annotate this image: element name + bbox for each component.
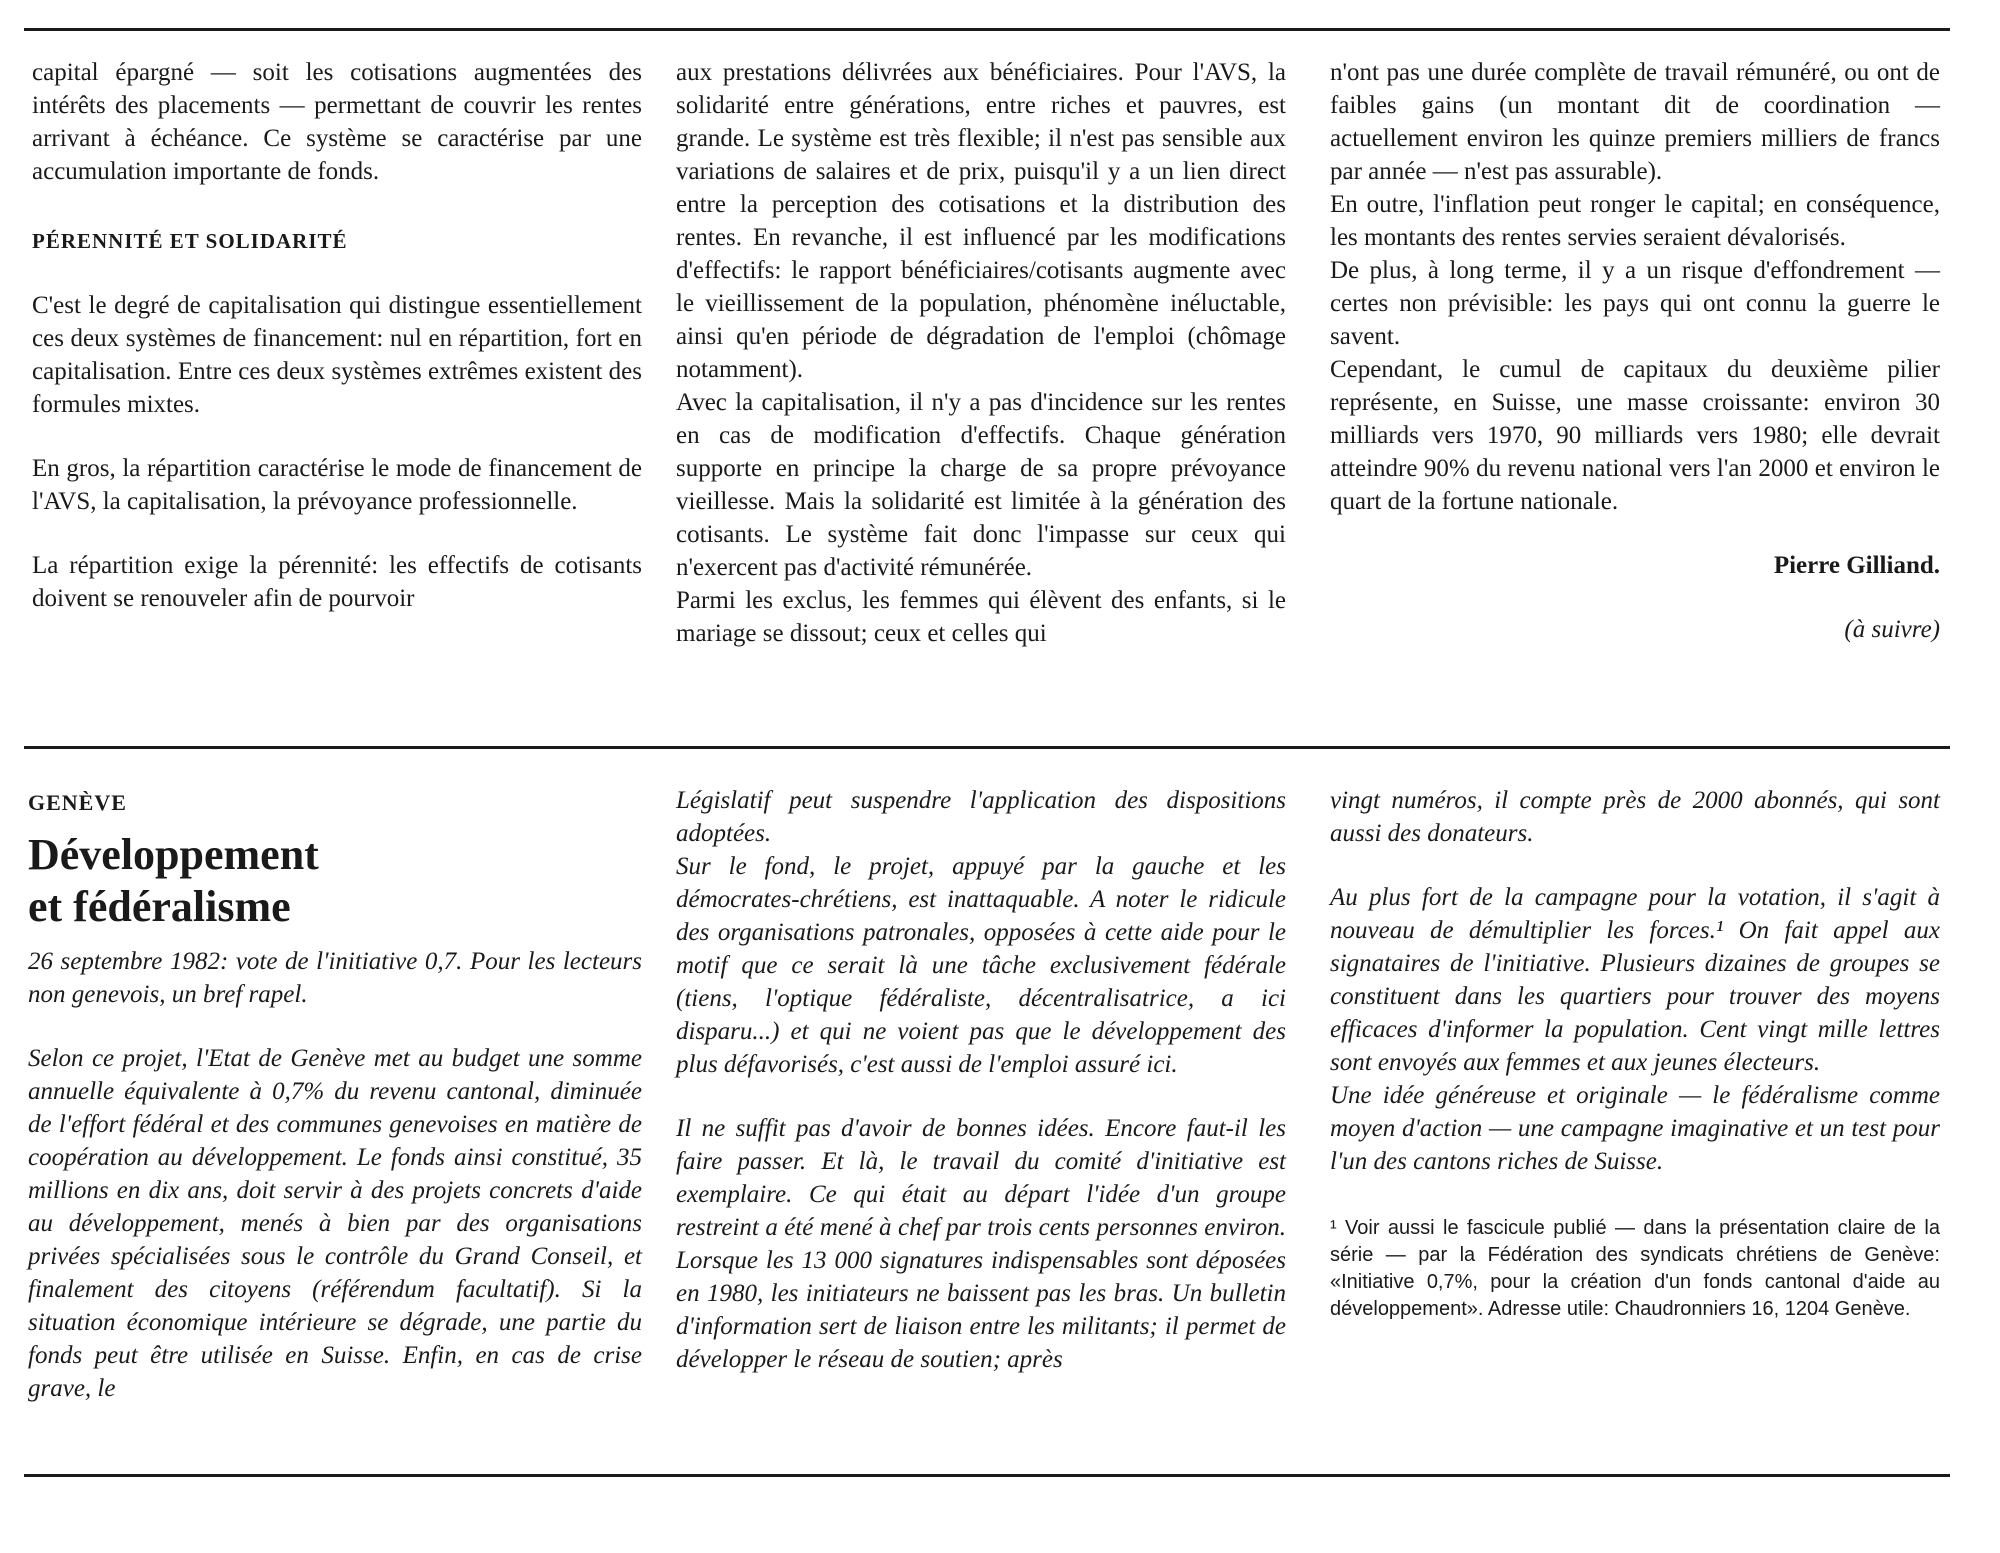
bottom-article-column-2: [676, 784, 1286, 1376]
article-kicker: GENÈVE: [28, 790, 127, 815]
paragraph: De plus, à long terme, il y a un risque d'effondrement — certes non prévisible: les pays qui ont connu la guerre le savent.: [1330, 257, 1940, 350]
paragraph: Cependant, le cumul de capitaux du deuxième pilier représente, en Suisse, une masse croissante: environ 30 milliards vers 1970, 90 milliards vers 1980; elle devrait atteindre 90% du revenu national vers l'an 2000 et environ le quart de la fortune nationale.: [1330, 356, 1940, 515]
bottom-article-column-1: [28, 786, 642, 1405]
paragraph: Parmi les exclus, les femmes qui élèvent des enfants, si le mariage se dissout; ceux et celles qui: [676, 587, 1286, 647]
paragraph: capital épargné — soit les cotisations augmentées des intérêts des placements — permettant de couvrir les rentes arrivant à échéance. Ce système se caractérise par une accumulation importante de fonds.: [32, 59, 642, 185]
top-article-column-3: [1330, 56, 1940, 646]
top-article-column-1: [32, 56, 642, 615]
paragraph: vingt numéros, il compte près de 2000 abonnés, qui sont aussi des donateurs.: [1330, 787, 1940, 847]
paragraph: En outre, l'inflation peut ronger le capital; en conséquence, les montants des rentes servies seraient dévalorisés.: [1330, 191, 1940, 251]
author-signature: Pierre Gilliand.: [1773, 552, 1940, 579]
to-be-continued: (à suivre): [1844, 616, 1940, 643]
paragraph: Avec la capitalisation, il n'y a pas d'incidence sur les rentes en cas de modification d'effectifs. Chaque génération supporte en principe la charge de sa propre prévoyance vieillesse. Mais la solidarité est limitée à la génération des cotisants. Le système fait donc l'impasse sur ceux qui n'exercent pas d'activité rémunérée.: [676, 389, 1286, 581]
paragraph: aux prestations délivrées aux bénéficiaires. Pour l'AVS, la solidarité entre générations, entre riches et pauvres, est grande. Le système est très flexible; il n'est pas sensible aux variations de salaires et de prix, puisqu'il y a un lien direct entre la perception des cotisations et la distribution des rentes. En revanche, il est influencé par les modifications d'effectifs: le rapport bénéficiaires/cotisants augmente avec le vieillissement de la population, phénomène inéluctable, ainsi qu'en période de dégradation de l'emploi (chômage notamment).: [676, 59, 1286, 383]
article-lead: 26 septembre 1982: vote de l'initiative 0,7. Pour les lecteurs non genevois, un bref rapel.: [28, 948, 642, 1008]
paragraph: Il ne suffit pas d'avoir de bonnes idées. Encore faut-il les faire passer. Et là, le travail du comité d'initiative est exemplaire. Ce qui était au départ l'idée d'un groupe restreint a été mené à chef par trois cents personnes environ. Lorsque les 13 000 signatures indispensables sont déposées en 1980, les initiateurs ne baissent pas les bras. Un bulletin d'information sert de liaison entre les militants; il permet de développer le réseau de soutien; après: [676, 1115, 1286, 1373]
bottom-rule: [24, 1474, 1950, 1477]
top-rule: [24, 28, 1950, 31]
paragraph: Sur le fond, le projet, appuyé par la gauche et les démocrates-chrétiens, est inattaquable. A noter le ridicule des organisations patronales, opposées à cette aide pour le motif que ce serait là une tâche exclusivement fédérale (tiens, l'optique fédéraliste, décentralisatrice, a ici disparu...) et qui ne voient pas que le développement des plus défavorisés, c'est aussi de l'emploi assuré ici.: [676, 853, 1286, 1078]
paragraph: Selon ce projet, l'Etat de Genève met au budget une somme annuelle équivalente à 0,7% du revenu cantonal, diminuée de l'effort fédéral et des communes genevoises en matière de coopération au développement. Le fonds ainsi constitué, 35 millions en dix ans, doit servir à des projets concrets d'aide au développement, menés à bien par des organisations privées spécialisées sous le contrôle du Grand Conseil, et finalement des citoyens (référendum facultatif). Si la situation économique intérieure se dégrade, une partie du fonds peut être utilisée en Suisse. Enfin, en cas de crise grave, le: [28, 1045, 642, 1402]
paragraph: En gros, la répartition caractérise le mode de financement de l'AVS, la capitalisation, la prévoyance professionnelle.: [32, 455, 642, 515]
paragraph: Au plus fort de la campagne pour la votation, il s'agit à nouveau de démultiplier les forces.¹ On fait appel aux signataires de l'initiative. Plusieurs dizaines de groupes se constituent dans les quartiers pour trouver des moyens efficaces d'informer la population. Cent vingt mille lettres sont envoyés aux femmes et aux jeunes électeurs.: [1330, 884, 1940, 1076]
middle-rule: [24, 746, 1950, 749]
headline-line-1: Développement: [28, 830, 319, 879]
bottom-article-column-3: [1330, 784, 1940, 1323]
paragraph: La répartition exige la pérennité: les effectifs de cotisants doivent se renouveler afin de pourvoir: [32, 552, 642, 612]
paragraph: C'est le degré de capitalisation qui distingue essentiellement ces deux systèmes de financement: nul en répartition, fort en capitalisation. Entre ces deux systèmes extrêmes existent des formules mixtes.: [32, 292, 642, 418]
top-article-column-2: [676, 56, 1286, 650]
paragraph: Une idée généreuse et originale — le fédéralisme comme moyen d'action — une campagne imaginative et un test pour l'un des cantons riches de Suisse.: [1330, 1082, 1940, 1175]
footnote: ¹ Voir aussi le fascicule publié — dans la présentation claire de la série — par la Fédération des syndicats chrétiens de Genève: «Initiative 0,7%, pour la création d'un fonds cantonal d'aide au développement». Adresse utile: Chaudronniers 16, 1204 Genève.: [1330, 1217, 1940, 1320]
section-heading: PÉRENNITÉ ET SOLIDARITÉ: [32, 229, 348, 253]
paragraph: n'ont pas une durée complète de travail rémunéré, ou ont de faibles gains (un montant dit de coordination — actuellement environ les quinze premiers milliers de francs par année — n'est pas assurable).: [1330, 59, 1940, 185]
paragraph: Législatif peut suspendre l'application des dispositions adoptées.: [676, 787, 1286, 847]
article-headline: [28, 829, 642, 933]
headline-line-2: et fédéralisme: [28, 882, 291, 931]
